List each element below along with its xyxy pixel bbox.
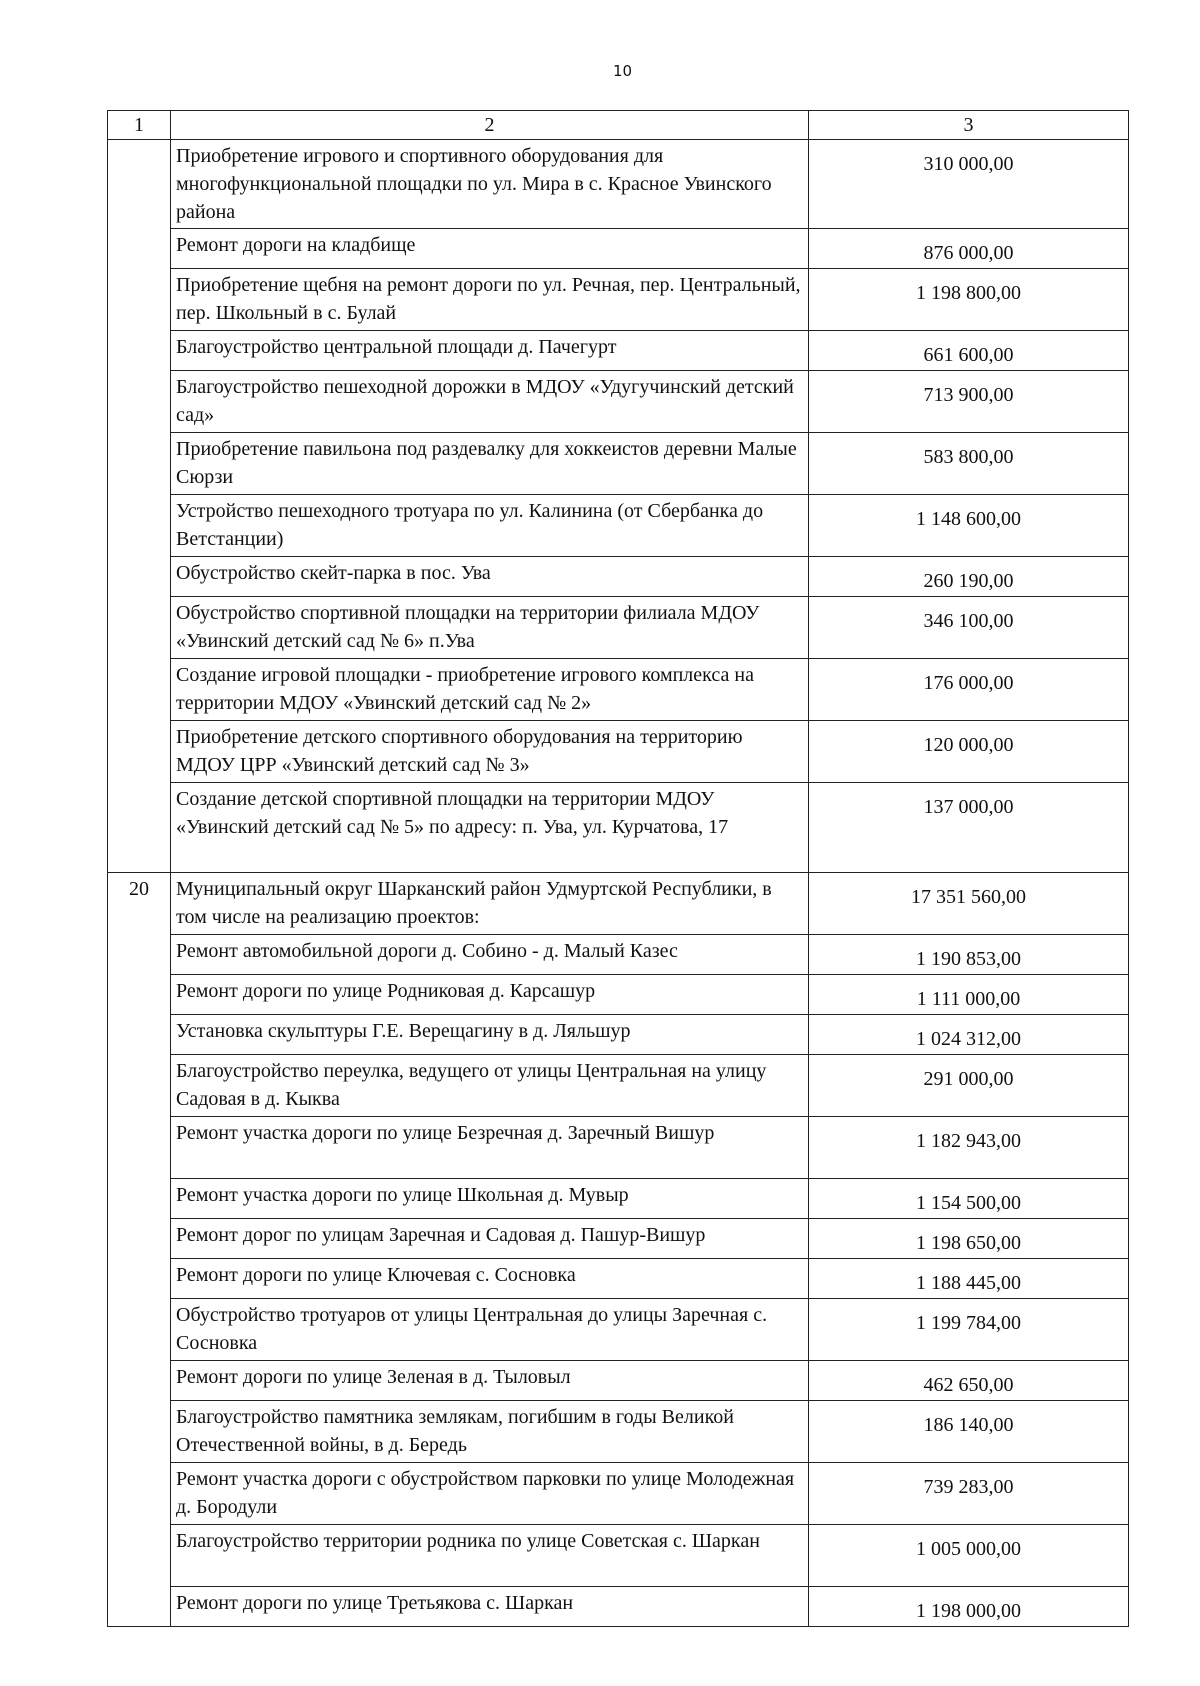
table-row xyxy=(108,975,1129,1015)
table-row xyxy=(108,140,1129,229)
item-description: Ремонт дороги по улице Ключевая с. Сосновка xyxy=(171,1259,809,1299)
item-description: Ремонт дорог по улицам Заречная и Садовая д. Пашур-Вишур xyxy=(171,1219,809,1259)
section-number: 20 xyxy=(108,873,171,1627)
table-row xyxy=(108,1463,1129,1525)
item-description: Создание детской спортивной площадки на территории МДОУ «Увинский детский сад № 5» по адресу: п. Ува, ул. Курчатова, 17 xyxy=(171,783,809,873)
page-number: 10 xyxy=(612,62,633,80)
item-amount: 1 148 600,00 xyxy=(809,495,1129,557)
item-amount: 1 182 943,00 xyxy=(809,1117,1129,1179)
table-row xyxy=(108,659,1129,721)
item-amount: 186 140,00 xyxy=(809,1401,1129,1463)
item-amount: 176 000,00 xyxy=(809,659,1129,721)
item-description: Приобретение павильона под раздевалку для хоккеистов деревни Малые Сюрзи xyxy=(171,433,809,495)
table-row xyxy=(108,371,1129,433)
item-amount: 260 190,00 xyxy=(809,557,1129,597)
header-col-2: 2 xyxy=(171,111,809,140)
item-amount: 1 199 784,00 xyxy=(809,1299,1129,1361)
table-row xyxy=(108,433,1129,495)
item-description: Благоустройство центральной площади д. Пачегурт xyxy=(171,331,809,371)
item-amount: 1 198 000,00 xyxy=(809,1587,1129,1627)
item-amount: 17 351 560,00 xyxy=(809,873,1129,935)
item-amount: 583 800,00 xyxy=(809,433,1129,495)
item-description: Ремонт дороги по улице Зеленая в д. Тыловыл xyxy=(171,1361,809,1401)
item-amount: 1 198 650,00 xyxy=(809,1219,1129,1259)
item-description: Обустройство скейт-парка в пос. Ува xyxy=(171,557,809,597)
item-description: Создание игровой площадки - приобретение игрового комплекса на территории МДОУ «Увинский детский сад № 2» xyxy=(171,659,809,721)
table-row xyxy=(108,269,1129,331)
item-description: Приобретение детского спортивного оборудования на территорию МДОУ ЦРР «Увинский детский сад № 3» xyxy=(171,721,809,783)
item-amount: 137 000,00 xyxy=(809,783,1129,873)
item-description: Ремонт дороги по улице Третьякова с. Шаркан xyxy=(171,1587,809,1627)
item-amount: 346 100,00 xyxy=(809,597,1129,659)
item-amount: 310 000,00 xyxy=(809,140,1129,229)
item-amount: 1 198 800,00 xyxy=(809,269,1129,331)
item-description: Благоустройство пешеходной дорожки в МДОУ «Удугучинский детский сад» xyxy=(171,371,809,433)
table-row xyxy=(108,1259,1129,1299)
table-row xyxy=(108,1055,1129,1117)
header-col-3: 3 xyxy=(809,111,1129,140)
table-row xyxy=(108,1179,1129,1219)
budget-table xyxy=(107,110,1129,1627)
item-amount: 120 000,00 xyxy=(809,721,1129,783)
item-description: Обустройство спортивной площадки на территории филиала МДОУ «Увинский детский сад № 6» п.Ува xyxy=(171,597,809,659)
item-amount: 1 024 312,00 xyxy=(809,1015,1129,1055)
item-description: Ремонт участка дороги по улице Безречная д. Заречный Вишур xyxy=(171,1117,809,1179)
table-row xyxy=(108,1361,1129,1401)
table-row xyxy=(108,721,1129,783)
item-description: Приобретение игрового и спортивного оборудования для многофункциональной площадки по ул. Мира в с. Красное Увинского района xyxy=(171,140,809,229)
item-description: Благоустройство памятника землякам, погибшим в годы Великой Отечественной войны, в д. Бередь xyxy=(171,1401,809,1463)
table-row xyxy=(108,1219,1129,1259)
item-amount: 1 190 853,00 xyxy=(809,935,1129,975)
table-row xyxy=(108,495,1129,557)
item-description: Ремонт участка дороги с обустройством парковки по улице Молодежная д. Бородули xyxy=(171,1463,809,1525)
item-description: Муниципальный округ Шарканский район Удмуртской Республики, в том числе на реализацию проектов: xyxy=(171,873,809,935)
table-row xyxy=(108,1117,1129,1179)
table-row xyxy=(108,331,1129,371)
item-description: Устройство пешеходного тротуара по ул. Калинина (от Сбербанка до Ветстанции) xyxy=(171,495,809,557)
item-description: Ремонт автомобильной дороги д. Собино - д. Малый Казес xyxy=(171,935,809,975)
item-description: Ремонт дороги по улице Родниковая д. Карсашур xyxy=(171,975,809,1015)
table-row xyxy=(108,1015,1129,1055)
item-description: Ремонт дороги на кладбище xyxy=(171,229,809,269)
item-amount: 1 111 000,00 xyxy=(809,975,1129,1015)
item-amount: 661 600,00 xyxy=(809,331,1129,371)
item-amount: 713 900,00 xyxy=(809,371,1129,433)
item-amount: 876 000,00 xyxy=(809,229,1129,269)
table-row xyxy=(108,1525,1129,1587)
table-row xyxy=(108,1587,1129,1627)
table-row xyxy=(108,935,1129,975)
table-row xyxy=(108,873,1129,935)
item-description: Благоустройство территории родника по улице Советская с. Шаркан xyxy=(171,1525,809,1587)
table-row xyxy=(108,783,1129,873)
item-description: Благоустройство переулка, ведущего от улицы Центральная на улицу Садовая в д. Кыква xyxy=(171,1055,809,1117)
item-amount: 1 188 445,00 xyxy=(809,1259,1129,1299)
item-amount: 739 283,00 xyxy=(809,1463,1129,1525)
item-description: Приобретение щебня на ремонт дороги по ул. Речная, пер. Центральный, пер. Школьный в с. Булай xyxy=(171,269,809,331)
table-row xyxy=(108,597,1129,659)
section-number xyxy=(108,140,171,873)
header-col-1: 1 xyxy=(108,111,171,140)
item-amount: 1 005 000,00 xyxy=(809,1525,1129,1587)
item-description: Обустройство тротуаров от улицы Центральная до улицы Заречная с. Сосновка xyxy=(171,1299,809,1361)
table-row xyxy=(108,1401,1129,1463)
table-row xyxy=(108,229,1129,269)
item-description: Установка скульптуры Г.Е. Верещагину в д. Ляльшур xyxy=(171,1015,809,1055)
item-amount: 462 650,00 xyxy=(809,1361,1129,1401)
table-row xyxy=(108,1299,1129,1361)
table-row xyxy=(108,557,1129,597)
header-row xyxy=(108,111,1129,140)
item-amount: 291 000,00 xyxy=(809,1055,1129,1117)
item-description: Ремонт участка дороги по улице Школьная д. Мувыр xyxy=(171,1179,809,1219)
item-amount: 1 154 500,00 xyxy=(809,1179,1129,1219)
